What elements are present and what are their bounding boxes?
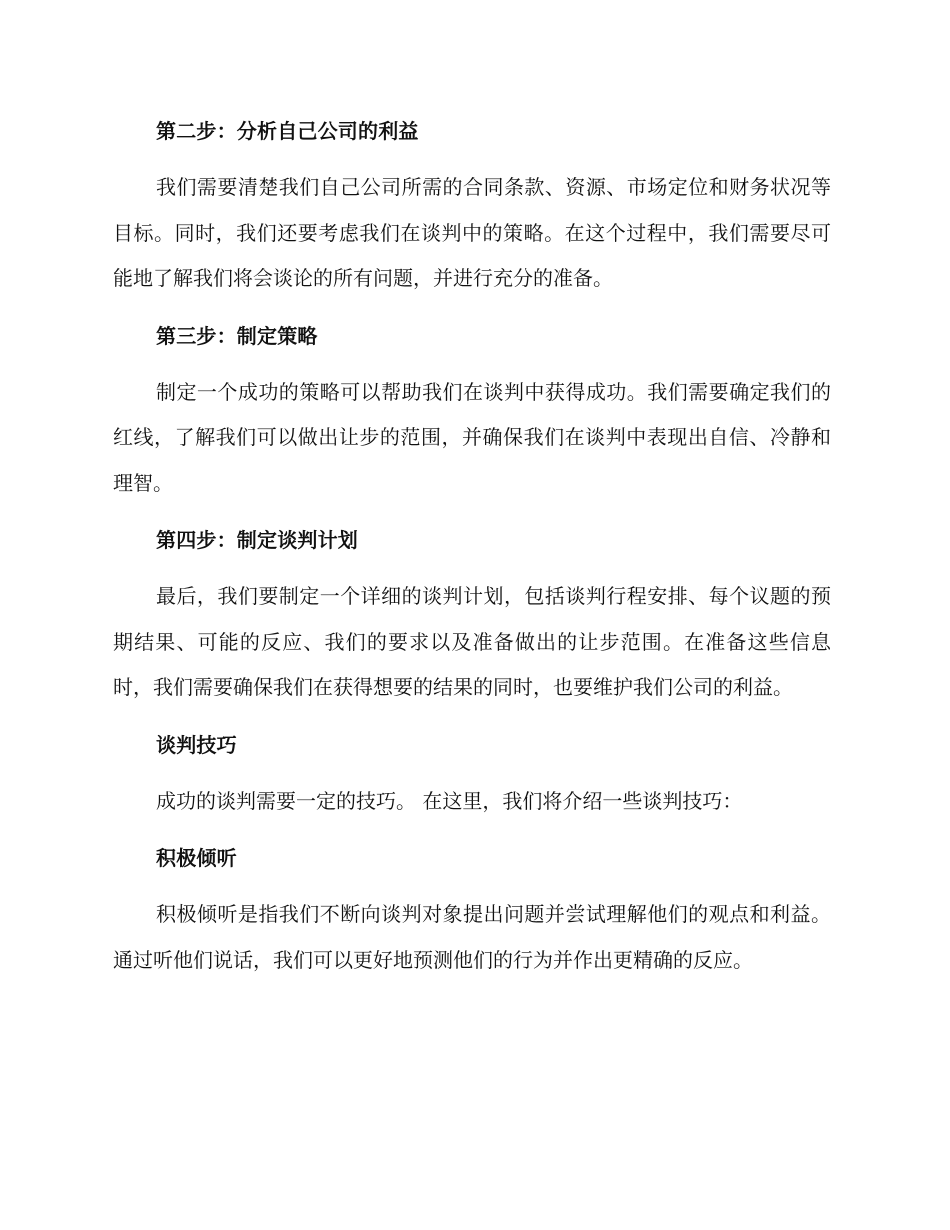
section-paragraph-step-2: 我们需要清楚我们自己公司所需的合同条款、资源、市场定位和财务状况等目标。同时，我们还要考虑我们在谈判中的策略。在这个过程中，我们需要尽可能地了解我们将会谈论的所有问题，并进行充分的准备。 — [113, 175, 831, 290]
section-paragraph-active-listening: 积极倾听是指我们不断向谈判对象提出问题并尝试理解他们的观点和利益。通过听他们说话，我们可以更好地预测他们的行为并作出更精确的反应。 — [113, 902, 831, 972]
section-heading-step-3: 第三步：制定策略 — [156, 323, 318, 348]
section-paragraph-step-3: 制定一个成功的策略可以帮助我们在谈判中获得成功。我们需要确定我们的红线，了解我们可以做出让步的范围，并确保我们在谈判中表现出自信、冷静和理智。 — [113, 379, 831, 495]
section-paragraph-step-4: 最后，我们要制定一个详细的谈判计划，包括谈判行程安排、每个议题的预期结果、可能的反应、我们的要求以及准备做出的让步范围。在准备这些信息时，我们需要确保我们在获得想要的结果的同时，也要维护我们公司的利益。 — [113, 584, 831, 699]
section-heading-negotiation-skills: 谈判技巧 — [156, 732, 237, 757]
section-heading-step-2: 第二步：分析自己公司的利益 — [156, 119, 419, 143]
section-heading-active-listening: 积极倾听 — [156, 846, 237, 870]
section-heading-step-4: 第四步：制定谈判计划 — [156, 528, 358, 552]
document-content — [113, 108, 831, 983]
section-paragraph-negotiation-skills: 成功的谈判需要一定的技巧。 在这里，我们将介绍一些谈判技巧： — [156, 788, 743, 813]
